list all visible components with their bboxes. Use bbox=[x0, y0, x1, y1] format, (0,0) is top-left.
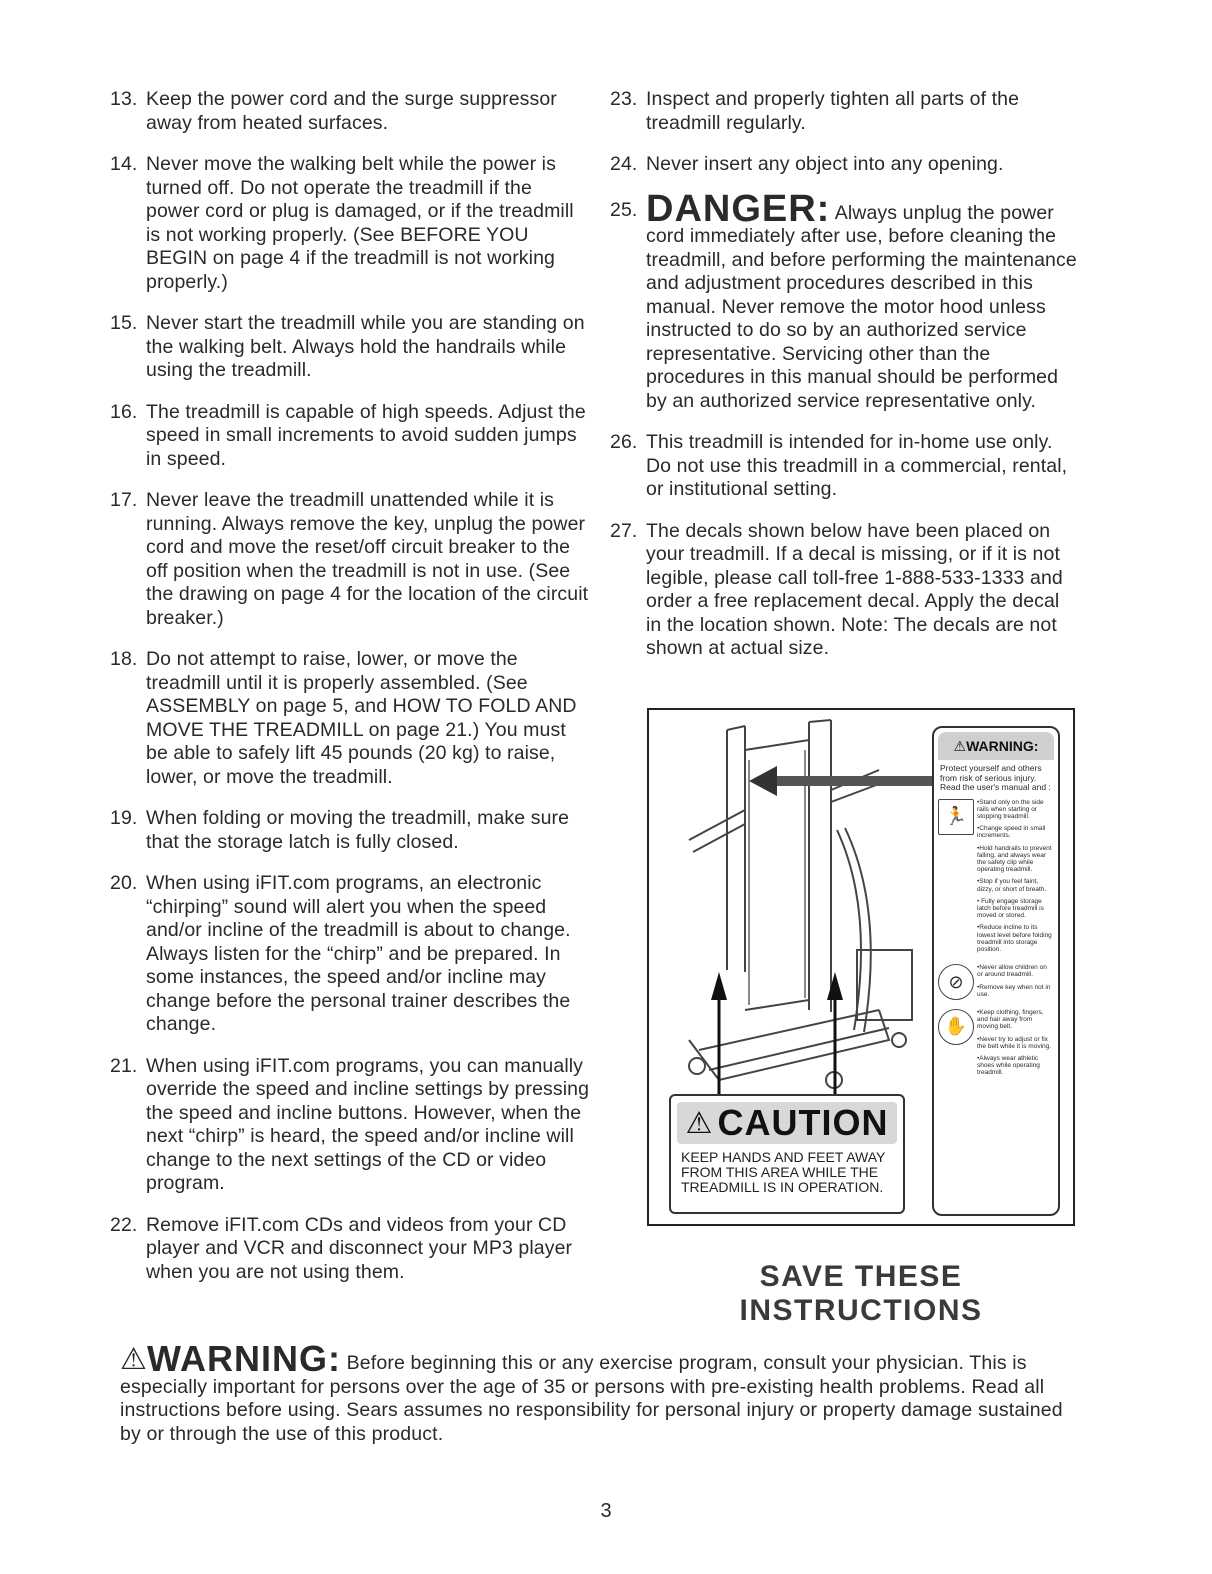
danger-label: DANGER: bbox=[646, 187, 831, 230]
list-item bbox=[110, 153, 590, 294]
warning-decal-title bbox=[938, 732, 1054, 760]
item-number: 15. bbox=[110, 312, 138, 334]
danger-text bbox=[646, 187, 1080, 414]
item-number: 13. bbox=[110, 88, 138, 110]
right-column bbox=[610, 88, 1080, 679]
item-number: 22. bbox=[110, 1213, 138, 1236]
list-item bbox=[110, 1055, 590, 1196]
warning-line: •Never allow children on or around treadmill. bbox=[977, 964, 1047, 979]
person-falling-icon: 🏃 bbox=[938, 799, 974, 835]
list-item bbox=[110, 88, 590, 135]
warning-group-2 bbox=[934, 960, 1058, 1005]
warning-group-1 bbox=[934, 795, 1058, 961]
danger-item bbox=[610, 187, 1080, 414]
warning-decal-intro: Protect yourself and others from risk of serious injury. Read the user's manual and : bbox=[940, 763, 1051, 792]
warning-group-3 bbox=[934, 1005, 1058, 1084]
item-text: The treadmill is capable of high speeds. Adjust the speed in small increments to avoid sudden jumps in speed. bbox=[146, 400, 586, 470]
list-item bbox=[110, 312, 590, 383]
warning-decal bbox=[932, 726, 1060, 1216]
list-item bbox=[610, 431, 1080, 502]
list-item bbox=[610, 153, 1080, 177]
warning-line: •Remove key when not in use. bbox=[977, 983, 1051, 998]
page-number: 3 bbox=[600, 1500, 612, 1522]
item-text: Never leave the treadmill unattended while it is running. Always remove the key, unplug the power cord and move the reset/off circuit breaker to the off position when the treadmill is not in use. (See the drawing on page 4 for the location of the circuit breaker.) bbox=[146, 489, 589, 629]
warning-list-1 bbox=[977, 799, 1054, 959]
warning-line: •Change speed in small increments. bbox=[977, 825, 1046, 840]
list-item bbox=[110, 401, 590, 472]
list-item bbox=[610, 520, 1080, 661]
warning-line: •Stop if you feel faint, dizzy, or short of breath. bbox=[977, 878, 1047, 893]
item-text: Remove iFIT.com CDs and videos from your CD player and VCR and disconnect your MP3 player when you are not using them. bbox=[146, 1213, 573, 1283]
item-number: 19. bbox=[110, 807, 138, 829]
save-instructions-heading: SAVE THESE INSTRUCTIONS bbox=[739, 1260, 983, 1327]
item-number: 20. bbox=[110, 872, 138, 894]
warning-line: •Keep clothing, fingers, and hair away from moving belt. bbox=[977, 1008, 1044, 1031]
item-text: When using iFIT.com programs, an electronic “chirping” sound will alert you when the speed and/or incline of the treadmill is about to change. Always listen for the “chirp” and be prepared. In some instances, the speed and/or incline may change before the personal trainer describes the change. bbox=[146, 872, 571, 1035]
warning-label: WARNING: bbox=[147, 1338, 342, 1379]
list-item bbox=[610, 88, 1080, 135]
item-text: Keep the power cord and the surge suppressor away from heated surfaces. bbox=[146, 88, 557, 134]
item-text: This treadmill is intended for in-home use only. Do not use this treadmill in a commercial, rental, or institutional setting. bbox=[646, 431, 1068, 500]
list-item bbox=[110, 489, 590, 630]
item-text: When using iFIT.com programs, you can manually override the speed and incline settings by pressing the speed and incline buttons. However, when the next “chirp” is heard, the speed and/or incline will change to the next settings of the CD or video program. bbox=[146, 1054, 590, 1194]
item-text: When folding or moving the treadmill, make sure that the storage latch is fully closed. bbox=[146, 807, 570, 853]
warning-list-3 bbox=[977, 1009, 1054, 1082]
danger-body: Always unplug the power cord immediately after use, before cleaning the treadmill, and before performing the maintenance and adjustment procedures described in this manual. Never remove the motor hood unless instructed to do so by an authorized service representative. Servicing other than the procedures in this manual should be performed by an authorized service representative only. bbox=[646, 201, 1077, 412]
item-number: 21. bbox=[110, 1054, 138, 1077]
item-number: 27. bbox=[610, 519, 638, 542]
warning-paragraph bbox=[120, 1338, 1080, 1446]
list-item bbox=[110, 807, 590, 854]
caution-decal-title-text: CAUTION bbox=[717, 1102, 889, 1143]
caution-decal-text: KEEP HANDS AND FEET AWAY FROM THIS AREA WHILE THE TREADMILL IS IN OPERATION. bbox=[681, 1149, 886, 1195]
warning-line: •Hold handrails to prevent falling, and always wear the safety clip while operating treadmill. bbox=[977, 844, 1052, 874]
item-number: 26. bbox=[610, 431, 638, 453]
item-number: 14. bbox=[110, 153, 138, 175]
caution-triangle-icon: ⚠ bbox=[685, 1106, 714, 1140]
warning-triangle-icon: ⚠ bbox=[953, 738, 967, 754]
item-number: 17. bbox=[110, 489, 138, 511]
list-item bbox=[110, 872, 590, 1037]
warning-body: Before beginning this or any exercise program, consult your physician. This is especially important for persons over the age of 35 or persons with pre-existing health problems. Read all instructions before using. Sears assumes no responsibility for personal injury or property damage sustained by or through the use of this product. bbox=[120, 1352, 1063, 1445]
hair-caught-icon: ✋ bbox=[938, 1009, 974, 1045]
warning-decal-title-text: WARNING: bbox=[966, 738, 1039, 754]
warning-list-2 bbox=[977, 964, 1054, 1003]
warning-line: • Fully engage storage latch before treadmill is moved or stored. bbox=[977, 897, 1044, 920]
item-text: The decals shown below have been placed on your treadmill. If a decal is missing, or if it is not legible, please call toll-free 1-888-533-1333 and order a free replacement decal. Apply the decal in the location shown. Note: The decals are not shown at actual size. bbox=[646, 519, 1063, 659]
item-number: 18. bbox=[110, 648, 138, 670]
caution-decal-title bbox=[677, 1102, 897, 1144]
item-number: 25. bbox=[610, 198, 638, 221]
warning-line: •Never try to adjust or fix the belt while it is moving. bbox=[977, 1035, 1052, 1050]
item-text: Do not attempt to raise, lower, or move the treadmill until it is properly assembled. (See ASSEMBLY on page 5, and HOW TO FOLD AND MOVE THE TREADMILL on page 21.) You must be able to safely lift 45 pounds (20 kg) to raise, lower, or move the treadmill. bbox=[146, 648, 577, 788]
decal-figure bbox=[647, 708, 1075, 1226]
list-item bbox=[110, 648, 590, 789]
warning-line: •Always wear athletic shoes while operating treadmill. bbox=[977, 1054, 1040, 1077]
warning-line: •Stand only on the side rails when starting or stopping treadmill. bbox=[977, 798, 1044, 820]
warning-triangle-icon: ⚠ bbox=[120, 1343, 148, 1376]
item-number: 24. bbox=[610, 153, 638, 175]
warning-line: •Reduce incline to its lowest level before folding treadmill into storage position. bbox=[977, 924, 1052, 953]
no-children-icon: ⊘ bbox=[938, 964, 974, 1000]
item-text: Never start the treadmill while you are standing on the walking belt. Always hold the handrails while using the treadmill. bbox=[146, 312, 585, 381]
item-text: Never insert any object into any opening. bbox=[646, 153, 1004, 175]
left-column bbox=[110, 88, 590, 1302]
item-text: Never move the walking belt while the power is turned off. Do not operate the treadmill if the power cord or plug is damaged, or if the treadmill is not working properly. (See BEFORE YOU BEGIN on page 4 if the treadmill is not working properly.) bbox=[146, 153, 574, 293]
item-number: 16. bbox=[110, 400, 138, 423]
item-text: Inspect and properly tighten all parts of the treadmill regularly. bbox=[646, 88, 1020, 134]
item-number: 23. bbox=[610, 88, 638, 110]
caution-decal bbox=[669, 1094, 905, 1214]
list-item bbox=[110, 1214, 590, 1285]
